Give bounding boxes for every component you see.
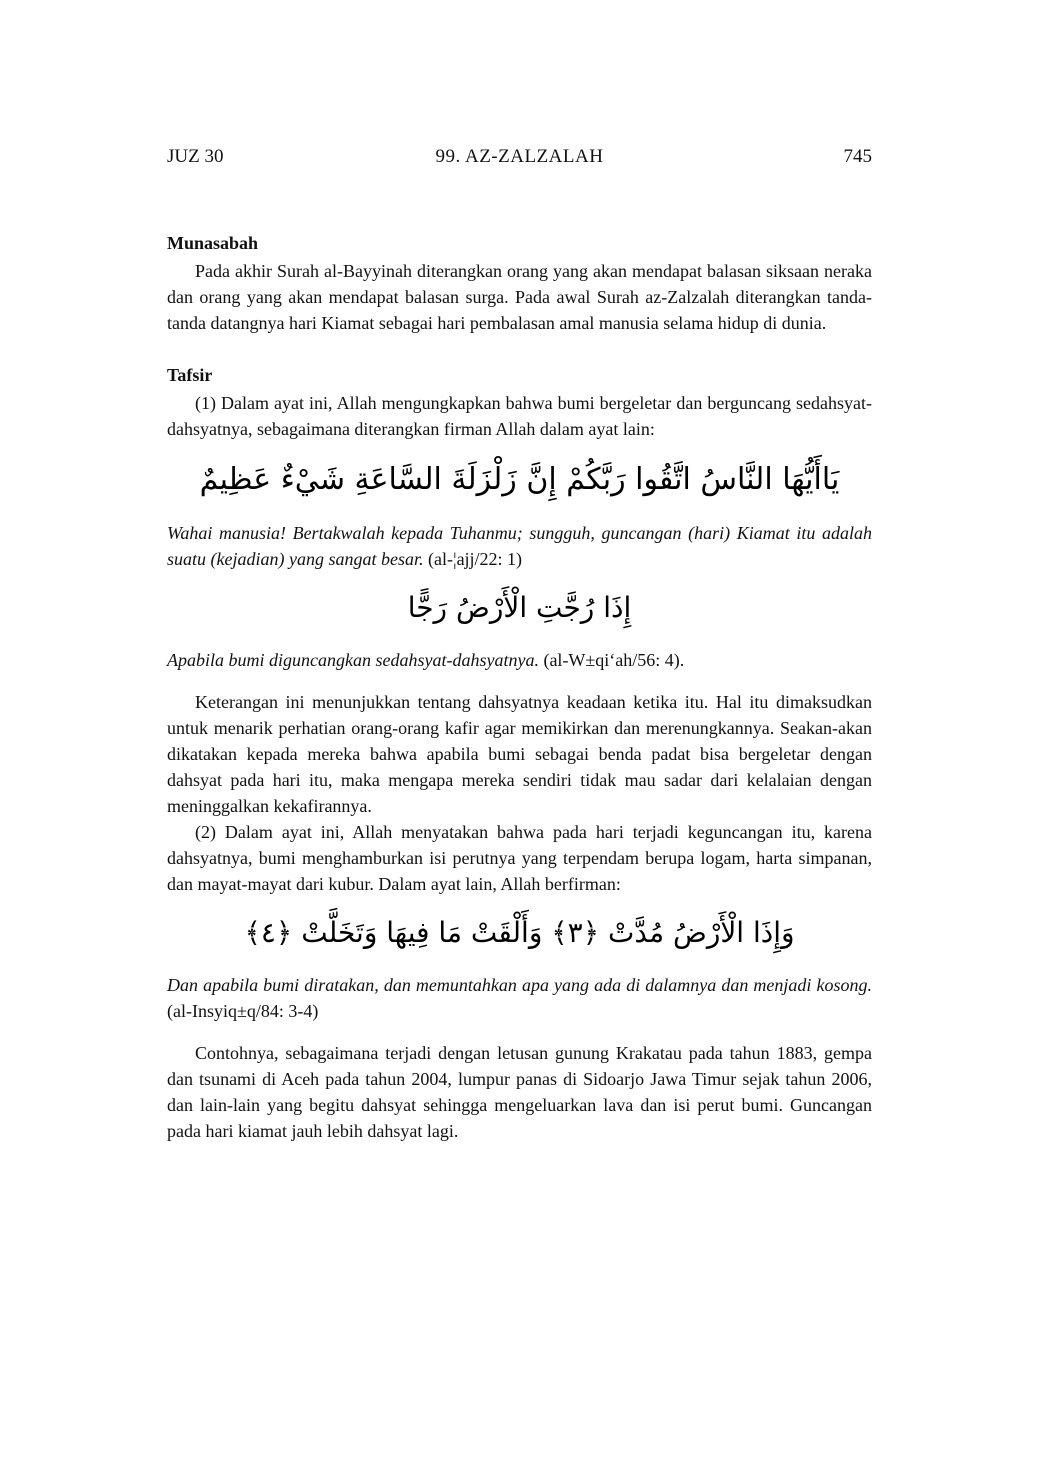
spacer xyxy=(167,336,872,362)
arabic-verse-al-waqiah-56-4: إِذَا رُجَّتِ الْأَرْضُ رَجًّا xyxy=(407,591,632,624)
tafsir-paragraph-1: (1) Dalam ayat ini, Allah mengungkapkan bahwa bumi bergeletar dan berguncang sedahsyat-dahsyatnya, sebagaimana diterangkan firman Allah dalam ayat lain: xyxy=(167,393,872,439)
arabic-verse-al-hajj-22-1: يَاأَيُّهَا النَّاسُ اتَّقُوا رَبَّكُمْ إِنَّ زَلْزَلَةَ السَّاعَةِ شَيْءٌ عَظِيمٌ xyxy=(199,462,840,497)
page-header xyxy=(167,146,872,172)
tafsir-paragraph-3: (2) Dalam ayat ini, Allah menyatakan bahwa pada hari terjadi keguncangan itu, karena dahsyatnya, bumi menghamburkan isi perutnya yang terpendam berupa logam, harta simpanan, dan mayat-mayat dari kubur. Dalam ayat lain, Allah berfirman: xyxy=(167,821,872,894)
verse-translation-3-text: Dan apabila bumi diratakan, dan memuntahkan apa yang ada di dalamnya dan menjadi kosong. xyxy=(167,974,872,995)
munasabah-paragraph: Pada akhir Surah al-Bayyinah diterangkan orang yang akan mendapat balasan siksaan neraka dan orang yang akan mendapat balasan surga. Pada awal Surah az-Zalzalah diterangkan tanda-tanda datangnya hari Kiamat sebagai hari pembalasan amal manusia selama hidup di dunia. xyxy=(167,261,872,333)
verse-translation-3 xyxy=(167,972,872,1024)
arabic-verse-al-insyiqaq-84-3-4: وَإِذَا الْأَرْضُ مُدَّتْ ﴿٣﴾ وَأَلْقَتْ مَا فِيهَا وَتَخَلَّتْ ﴿٤﴾ xyxy=(244,915,795,949)
section-heading-tafsir: Tafsir xyxy=(167,365,213,385)
verse-translation-1 xyxy=(167,520,872,572)
spacer xyxy=(167,673,872,689)
verse-citation-2: (al-W±qi‘ah/56: 4). xyxy=(543,649,685,670)
verse-citation-1: (al-¦ajj/22: 1) xyxy=(427,549,523,569)
tafsir-paragraph-4: Contohnya, sebagaimana terjadi dengan letusan gunung Krakatau pada tahun 1883, gempa dan tsunami di Aceh pada tahun 2004, lumpur panas di Sidoarjo Jawa Timur sejak tahun 2006, dan lain-lain yang begitu dahsyat sehingga mengeluarkan lava dan isi perut bumi. Guncangan pada hari kiamat jauh lebih dahsyat lagi. xyxy=(167,1042,872,1141)
verse-translation-1-text: Wahai manusia! Bertakwalah kepada Tuhanmu; sungguh, guncangan (hari) Kiamat itu adalah suatu (kejadian) yang sangat besar. xyxy=(167,523,872,569)
verse-translation-2 xyxy=(167,647,872,673)
header-page-number: 745 xyxy=(843,146,872,167)
header-surah-title: 99. AZ-ZALZALAH xyxy=(435,146,604,167)
header-juz-label: JUZ 30 xyxy=(167,146,224,167)
tafsir-paragraph-2: Keterangan ini menunjukkan tentang dahsyatnya keadaan ketika itu. Hal itu dimaksudkan untuk menarik perhatian orang-orang kafir agar memikirkan dan merenungkannya. Seakan-akan dikatakan kepada mereka bahwa apabila bumi sebagai benda padat bisa bergeletar dengan dahsyat pada hari itu, maka mengapa mereka sendiri tidak mau sadar dari kelalaian dengan meninggalkan kekafirannya. xyxy=(167,691,872,816)
page-body xyxy=(167,230,872,1144)
verse-citation-3: (al-Insyiq±q/84: 3-4) xyxy=(167,1000,319,1021)
section-heading-munasabah: Munasabah xyxy=(167,233,259,253)
verse-translation-2-text: Apabila bumi diguncangkan sedahsyat-dahsyatnya. xyxy=(167,649,539,670)
spacer xyxy=(167,1024,872,1040)
